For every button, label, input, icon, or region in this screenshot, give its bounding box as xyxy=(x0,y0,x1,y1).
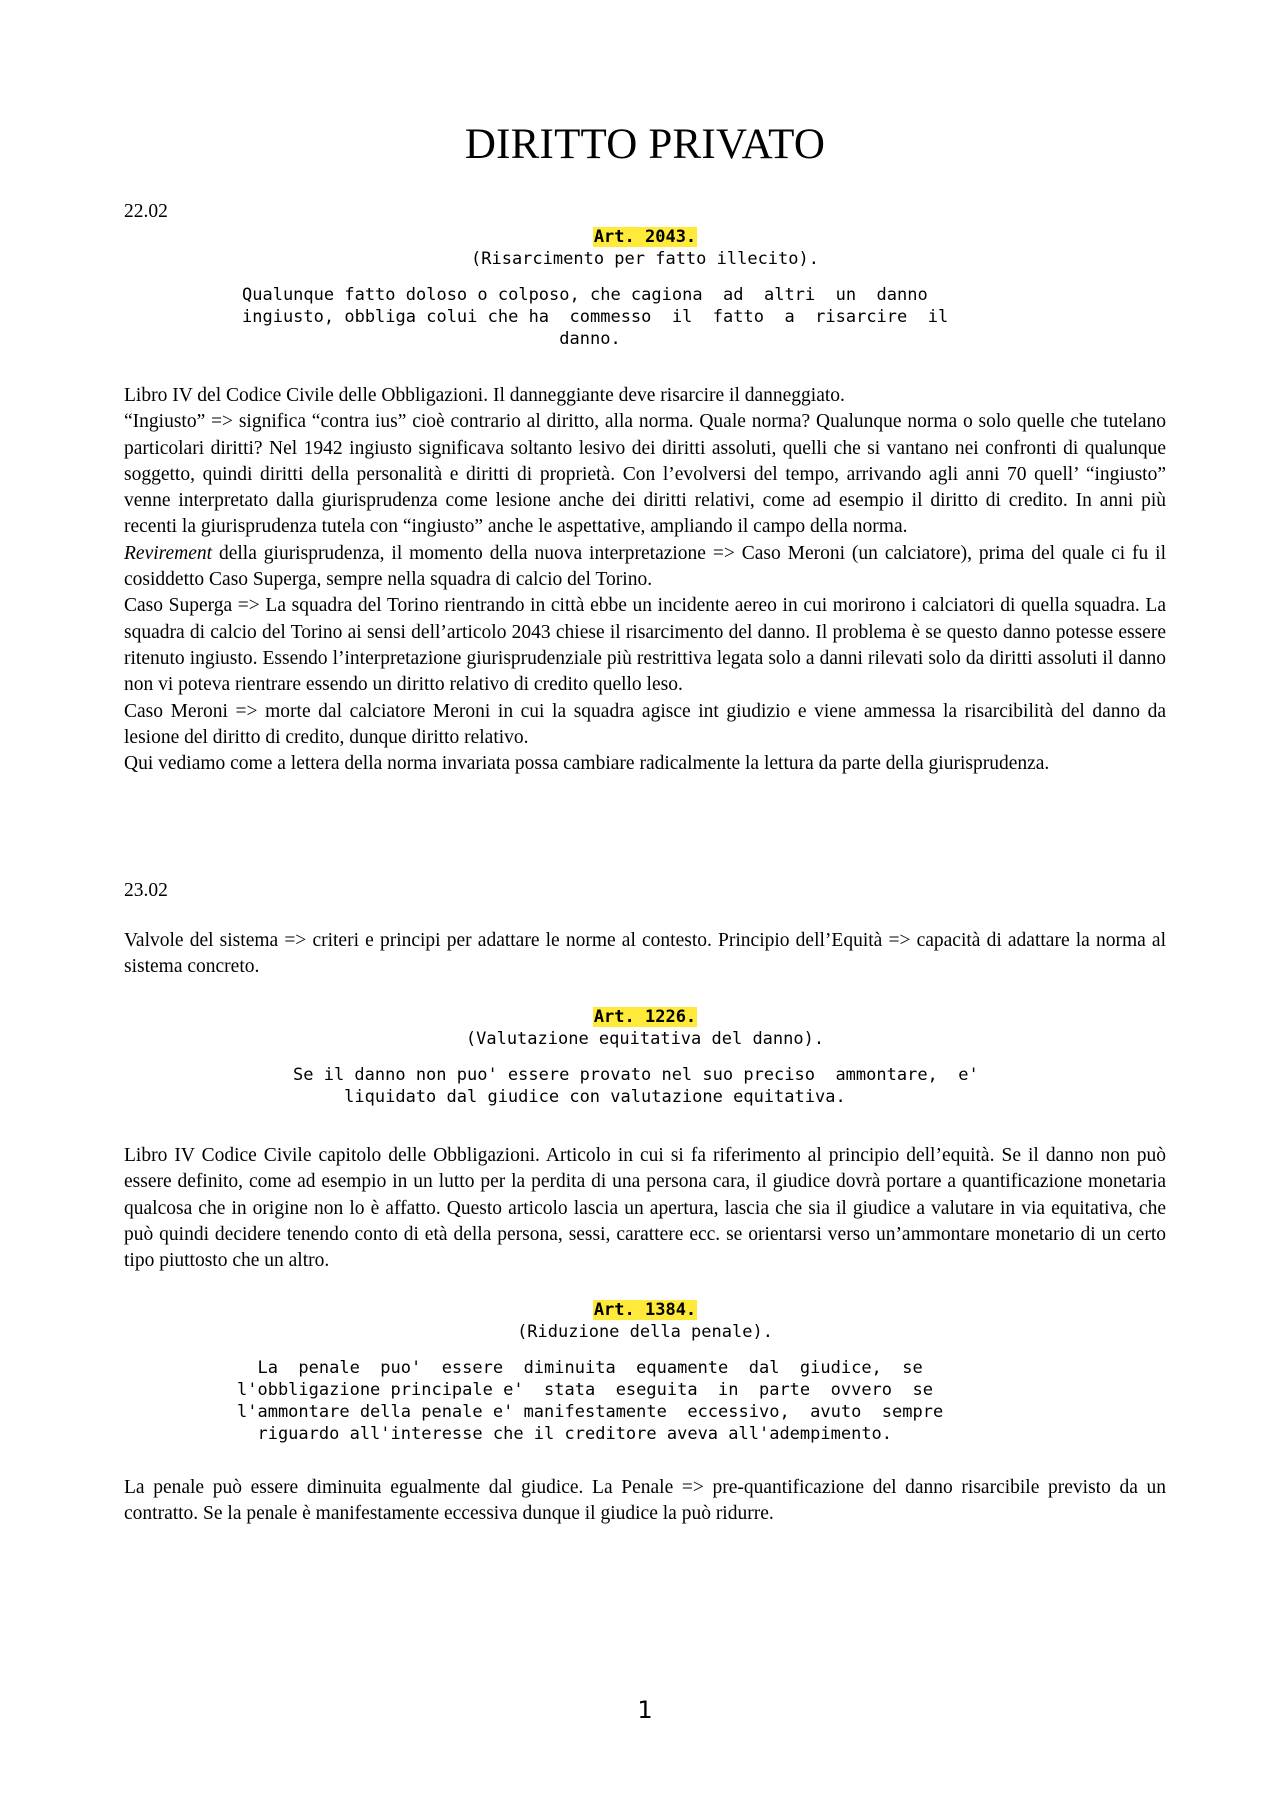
article-1384 xyxy=(124,1299,1166,1445)
article-1226 xyxy=(124,1006,1166,1108)
page-number: 1 xyxy=(637,1696,653,1724)
article-body: Qualunque fatto doloso o colposo, che cagiona ad altri un danno ingiusto, obbliga colui che ha commesso il fatto a risarcire il danno. xyxy=(242,285,949,349)
paragraph: Libro IV del Codice Civile delle Obbligazioni. Il danneggiante deve risarcire il danneggiato. xyxy=(124,385,845,406)
article-number: Art. 1384. xyxy=(593,1300,697,1320)
paragraph: Caso Meroni => morte dal calciatore Meroni in cui la squadra agisce int giudizio e viene ammessa la risarcibilità del danno da lesione del diritto di credito, dunque diritto relativo. xyxy=(124,700,1166,748)
article-heading: (Risarcimento per fatto illecito). xyxy=(471,249,819,269)
paragraph: Revirement della giurisprudenza, il momento della nuova interpretazione => Caso Meroni (un calciatore), prima del quale ci fu il cosiddetto Caso Superga, sempre nella squadra di calcio del Torino. xyxy=(124,542,1166,591)
revirement-term: Revirement xyxy=(124,542,213,564)
article-body: La penale puo' essere diminuita equamente dal giudice, se l'obbligazione principale e' stata eseguita in parte ovvero se l'ammontare della penale e' manifestamente eccessivo, avuto sempre riguardo all'interesse che il creditore aveva all'adempimento. xyxy=(237,1358,944,1444)
article-body: Se il danno non puo' essere provato nel suo preciso ammontare, e' liquidato dal giudice con valutazione equitativa. xyxy=(293,1065,979,1107)
article-heading: (Riduzione della penale). xyxy=(517,1322,773,1342)
article-number: Art. 2043. xyxy=(593,227,697,247)
paragraph: Caso Superga => La squadra del Torino rientrando in città ebbe un incidente aereo in cui morirono i calciatori di quella squadra. La squadra di calcio del Torino ai sensi dell’articolo 2043 chiese il risarcimento del danno. Il problema è se questo danno potesse essere ritenuto ingiusto. Essendo l’interpretazione giurisprudenziale più restrittiva legata solo a danni rilevati solo da diritti assoluti il danno non vi poteva rientrare essendo un diritto relativo di credito quello leso. xyxy=(124,595,1166,696)
document-title: DIRITTO PRIVATO xyxy=(464,121,826,168)
paragraph: Qui vediamo come a lettera della norma invariata possa cambiare radicalmente la lettura da parte della giurisprudenza. xyxy=(124,753,1050,775)
section-paragraphs xyxy=(124,383,1166,777)
article-heading: (Valutazione equitativa del danno). xyxy=(465,1029,825,1049)
paragraph: “Ingiusto” => significa “contra ius” cioè contrario al diritto, alla norma. Quale norma? Qualunque norma o solo quelle che tutelano particolari diritti? Nel 1942 ingiusto significava soltanto lesivo dei diritti assoluti, quelli che si vantano nei confronti di qualunque soggetto, quindi diritti della personalità e diritti di proprietà. Con l’evolversi del tempo, arrivando agli anni 70 quell’ “ingiusto” venne interpretato dalla giurisprudenza come lesione anche dei diritti relativi, come ad esempio il diritto di credito. In anni più recenti la giurisprudenza tutela con “ingiusto” anche le aspettative, ampliando il campo della norma. xyxy=(124,411,1166,538)
section-paragraph: Libro IV Codice Civile capitolo delle Obbligazioni. Articolo in cui si fa riferimento al principio dell’equità. Se il danno non può essere definito, come ad esempio in un lutto per la perdita di una persona cara, il giudice dovrà portare a quantificazione monetaria qualcosa che in origine non lo è affatto. Questo articolo lascia un apertura, lascia che sia il giudice a valutare in via equitativa, che può quindi decidere tenendo conto di età della persona, sessi, carattere ecc. se orientarsi verso un’ammontare monetario di un certo tipo piuttosto che un altro. xyxy=(124,1145,1166,1272)
section-date: 23.02 xyxy=(124,880,168,901)
section-date: 22.02 xyxy=(124,201,168,222)
article-number: Art. 1226. xyxy=(593,1007,697,1027)
section-intro: Valvole del sistema => criteri e principi per adattare le norme al contesto. Principio dell’Equità => capacità di adattare la norma al sistema concreto. xyxy=(124,930,1166,978)
article-2043 xyxy=(124,226,1166,350)
closing-paragraph: La penale può essere diminuita egualmente dal giudice. La Penale => pre-quantificazione del danno risarcibile previsto da un contratto. Se la penale è manifestamente eccessiva dunque il giudice la può ridurre. xyxy=(124,1477,1166,1525)
